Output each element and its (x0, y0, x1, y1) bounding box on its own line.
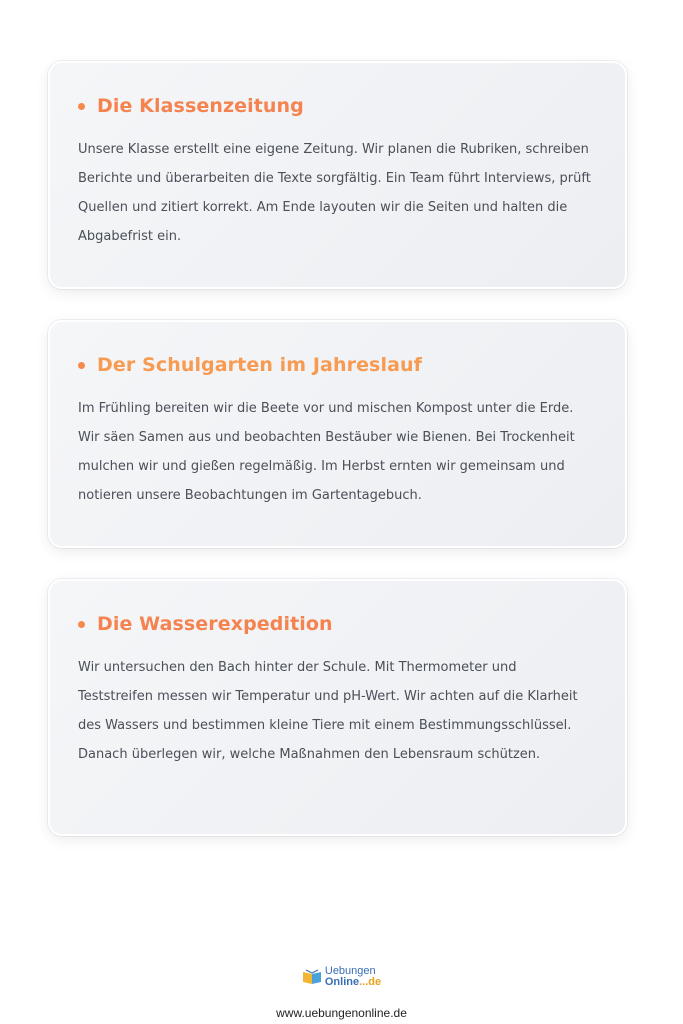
card-title-row (78, 613, 597, 635)
bullet-dot-icon (78, 362, 85, 369)
logo-line-uebungen: Uebungen (324, 965, 376, 977)
bullet-dot-icon (78, 103, 85, 110)
card-text: Unsere Klasse erstellt eine eigene Zeitung. Wir planen die Rubriken, schreiben Berichte und überarbeiten die Texte sorgfältig. Ein Team führt Interviews, prüft Quellen und zitiert korrekt. Am Ende layouten wir die Seiten und halten die Abgabefrist ein. (78, 142, 591, 244)
card-title: Die Klassenzeitung (97, 95, 304, 117)
brand-logo[interactable] (302, 966, 381, 988)
logo-wordmark (325, 966, 381, 988)
bullet-dot-icon (78, 621, 85, 628)
card-text: Im Frühling bereiten wir die Beete vor und mischen Kompost unter die Erde. Wir säen Samen aus und beobachten Bestäuber wie Bienen. Bei Trockenheit mulchen wir und gießen regelmäßig. Im Herbst ernten wir gemeinsam und notieren unsere Beobachtungen im Gartentagebuch. (78, 401, 575, 503)
logo-line-online (325, 977, 381, 988)
card-title-row (78, 95, 597, 117)
footer-logo[interactable] (0, 966, 683, 988)
card-title-row (78, 354, 597, 376)
footer-url-link[interactable]: www.uebungenonline.de (276, 1006, 407, 1020)
logo-online-text: Online (324, 976, 360, 988)
card-title: Der Schulgarten im Jahreslauf (97, 354, 422, 376)
card-wasserexpedition (48, 579, 627, 836)
logo-suffix-text: ...de (359, 976, 382, 988)
card-title: Die Wasserexpedition (97, 613, 333, 635)
card-text: Wir untersuchen den Bach hinter der Schule. Mit Thermometer und Teststreifen messen wir Temperatur und pH-Wert. Wir achten auf die Klarheit des Wassers und bestimmen kleine Tiere mit einem Bestimmungsschlüssel. Danach überlegen wir, welche Maßnahmen den Lebensraum schützen. (78, 660, 578, 762)
card-schulgarten (48, 320, 627, 548)
open-book-icon (302, 969, 322, 985)
card-klassenzeitung (48, 61, 627, 289)
